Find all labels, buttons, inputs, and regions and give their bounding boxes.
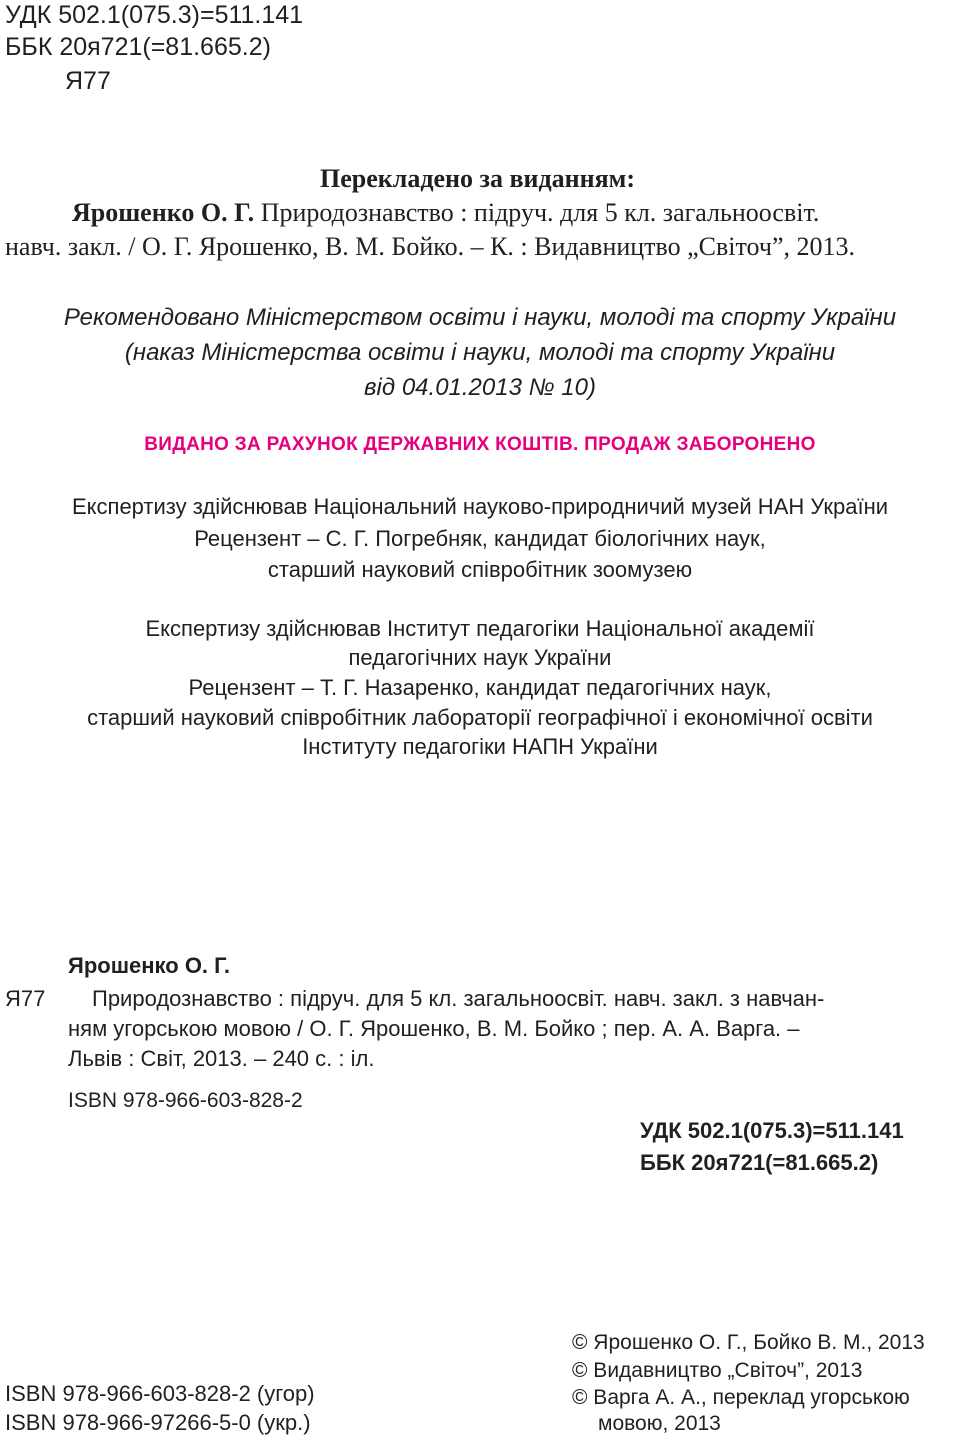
free-distribution-notice: ВИДАНО ЗА РАХУНОК ДЕРЖАВНИХ КОШТІВ. ПРОДАЖ ЗАБОРОНЕНО (144, 434, 816, 455)
catalog-bbk: ББК 20я721(=81.665.2) (640, 1150, 879, 1175)
udk-code: УДК 502.1(075.3)=511.141 (5, 1, 304, 29)
expertise-2-line-5: Інституту педагогіки НАПН України (302, 734, 658, 759)
recommendation-line-3: від 04.01.2013 № 10) (364, 374, 596, 401)
expertise-2-line-1: Експертизу здійснював Інститут педагогіки Національної академії (145, 616, 815, 641)
copyright-line-3: © Варга А. А., переклад угорською (572, 1386, 910, 1409)
copyright-line-1: © Ярошенко О. Г., Бойко В. М., 2013 (572, 1331, 925, 1354)
translation-line-1 (72, 198, 819, 228)
recommendation-line-2: (наказ Міністерства освіти і науки, молоді та спорту України (124, 339, 836, 366)
catalog-desc-line-3: Львів : Світ, 2013. – 240 с. : іл. (68, 1046, 375, 1071)
isbn-ukrainian: ISBN 978-966-97266-5-0 (укр.) (5, 1410, 311, 1435)
translation-title: Перекладено за виданням: (320, 164, 636, 193)
catalog-author: Ярошенко О. Г. (68, 953, 230, 978)
expertise-1-line-1: Експертизу здійснював Національний науково-природничий музей НАН України (71, 494, 889, 519)
catalog-mark: Я77 (5, 986, 46, 1011)
catalog-desc-line-2: ням угорською мовою / О. Г. Ярошенко, В. М. Бойко ; пер. А. А. Варга. – (68, 1016, 800, 1041)
expertise-2-line-4: старший науковий співробітник лабораторії географічної і економічної освіти (87, 705, 873, 730)
catalog-udk: УДК 502.1(075.3)=511.141 (640, 1118, 904, 1143)
copyright-line-2: © Видавництво „Світоч”, 2013 (572, 1359, 863, 1382)
expertise-2-line-3: Рецензент – Т. Г. Назаренко, кандидат педагогічних наук, (188, 675, 772, 700)
isbn-hungarian: ISBN 978-966-603-828-2 (угор) (5, 1381, 315, 1406)
catalog-isbn: ISBN 978-966-603-828-2 (68, 1089, 303, 1112)
translation-line-2: навч. закл. / О. Г. Ярошенко, В. М. Бойко. – К. : Видавництво „Світоч”, 2013. (5, 232, 855, 261)
expertise-1-line-3: старший науковий співробітник зоомузею (267, 557, 693, 582)
translation-line-1-rest: Природознавство : підруч. для 5 кл. загальноосвіт. (260, 198, 820, 227)
bbk-code: ББК 20я721(=81.665.2) (5, 33, 271, 61)
expertise-2-line-2: педагогічних наук України (348, 645, 612, 670)
copyright-line-4: мовою, 2013 (598, 1412, 721, 1435)
catalog-desc-line-1: Природознавство : підруч. для 5 кл. загальноосвіт. навч. закл. з навчан- (92, 986, 825, 1011)
translation-author: Ярошенко О. Г. (72, 198, 255, 227)
author-mark: Я77 (65, 67, 111, 95)
recommendation-line-1: Рекомендовано Міністерством освіти і науки, молоді та спорту України (63, 304, 897, 331)
expertise-1-line-2: Рецензент – С. Г. Погребняк, кандидат біологічних наук, (194, 526, 766, 551)
